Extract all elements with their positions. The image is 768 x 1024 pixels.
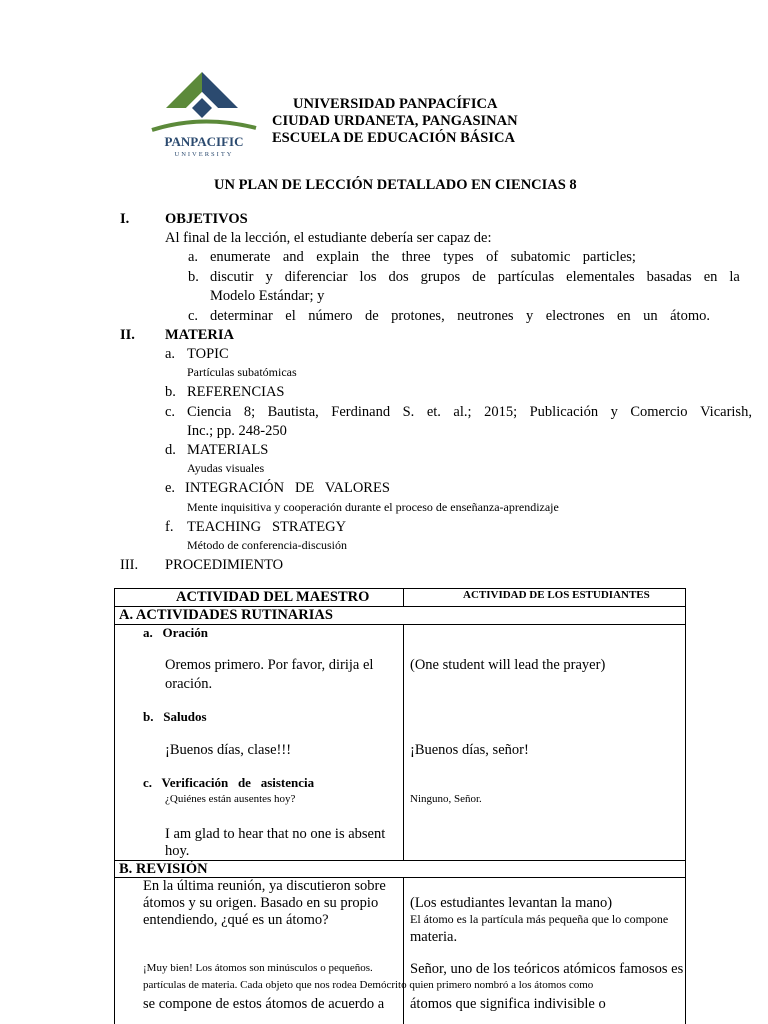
section-heading: PROCEDIMIENTO (165, 557, 284, 573)
teacher-text: ¿Quiénes están ausentes hoy? (165, 793, 296, 805)
teacher-text: I am glad to hear that no one is absent (165, 826, 386, 842)
list-letter: a. (188, 249, 199, 265)
list-letter: a. (165, 346, 176, 362)
school-name: ESCUELA DE EDUCACIÓN BÁSICA (272, 130, 515, 146)
materials-label: MATERIALS (187, 442, 269, 458)
teacher-text: oración. (165, 676, 213, 692)
student-text: (One student will lead the prayer) (410, 657, 606, 673)
list-letter: d. (165, 442, 176, 458)
student-text: ¡Buenos días, señor! (410, 742, 529, 758)
teacher-text: partículas de materia. Cada objeto que nos rodea Demócrito quien primero nombró a los átomos como (143, 979, 594, 991)
oracion-label: a. Oración (143, 625, 208, 640)
teacher-text: ¡Buenos días, clase!!! (165, 742, 292, 758)
section-heading: MATERIA (165, 327, 235, 343)
list-letter: b. (188, 269, 199, 285)
section-number: III. (120, 557, 139, 573)
objective-b-continued: Modelo Estándar; y (210, 288, 325, 304)
student-text: (Los estudiantes levantan la mano) (410, 895, 613, 911)
values-value: Mente inquisitiva y cooperación durante el proceso de enseñanza-aprendizaje (187, 500, 559, 514)
document-title: UN PLAN DE LECCIÓN DETALLADO EN CIENCIAS 8 (214, 177, 577, 193)
section-number: I. (120, 211, 130, 227)
references-label: REFERENCIAS (187, 384, 285, 400)
teacher-text: Oremos primero. Por favor, dirija el (165, 657, 374, 673)
objective-c: determinar el número de protones, neutrones y electrones en un átomo. (210, 308, 710, 324)
student-text: materia. (410, 929, 458, 945)
student-text: átomos que significa indivisible o (410, 996, 606, 1012)
list-letter: c. (188, 308, 199, 324)
objective-b: discutir y diferenciar los dos grupos de partículas elementales basadas en la (210, 269, 740, 285)
student-text: Señor, uno de los teóricos atómicos famosos es (410, 961, 684, 977)
materials-value: Ayudas visuales (187, 461, 265, 475)
svg-text:PANPACIFIC: PANPACIFIC (164, 134, 244, 149)
objectives-intro: Al final de la lección, el estudiante debería ser capaz de: (165, 230, 492, 246)
strategy-label: TEACHING STRATEGY (187, 519, 347, 535)
list-letter: f. (165, 519, 174, 535)
section-a-heading: A. ACTIVIDADES RUTINARIAS (119, 607, 333, 623)
teacher-text: se compone de estos átomos de acuerdo a (143, 996, 385, 1012)
reference-entry-continued: Inc.; pp. 248-250 (187, 423, 287, 439)
topic-value: Partículas subatómicas (187, 365, 297, 379)
student-column-header: ACTIVIDAD DE LOS ESTUDIANTES (463, 589, 650, 601)
reference-entry: Ciencia 8; Bautista, Ferdinand S. et. al.; 2015; Publicación y Comercio Vicarish, (187, 404, 752, 420)
teacher-text: ¡Muy bien! Los átomos son minúsculos o pequeños. (143, 962, 373, 974)
objective-a: enumerate and explain the three types of subatomic particles; (210, 249, 636, 265)
strategy-value: Método de conferencia-discusión (187, 538, 347, 552)
list-letter: b. (165, 384, 176, 400)
list-letter: c. (165, 404, 176, 420)
topic-label: TOPIC (187, 346, 229, 362)
svg-text:UNIVERSITY: UNIVERSITY (174, 151, 234, 158)
saludos-label: b. Saludos (143, 709, 207, 724)
values-label: INTEGRACIÓN DE VALORES (185, 480, 390, 496)
university-name: UNIVERSIDAD PANPACÍFICA (293, 96, 498, 112)
student-text: El átomo es la partícula más pequeña que lo compone (410, 912, 669, 926)
university-logo (144, 70, 264, 158)
teacher-column-header: ACTIVIDAD DEL MAESTRO (176, 589, 370, 605)
teacher-text: entendiendo, ¿qué es un átomo? (143, 912, 329, 928)
student-text: Ninguno, Señor. (410, 793, 482, 805)
section-b-heading: B. REVISIÓN (119, 861, 208, 877)
list-letter: e. (165, 480, 176, 496)
section-heading: OBJETIVOS (165, 211, 248, 227)
section-number: II. (120, 327, 135, 343)
teacher-text: hoy. (165, 843, 190, 859)
teacher-text: átomos y su origen. Basado en su propio (143, 895, 379, 911)
asistencia-label: c. Verificación de asistencia (143, 775, 315, 790)
university-city: CIUDAD URDANETA, PANGASINAN (272, 113, 518, 129)
teacher-text: En la última reunión, ya discutieron sobre (143, 878, 386, 894)
